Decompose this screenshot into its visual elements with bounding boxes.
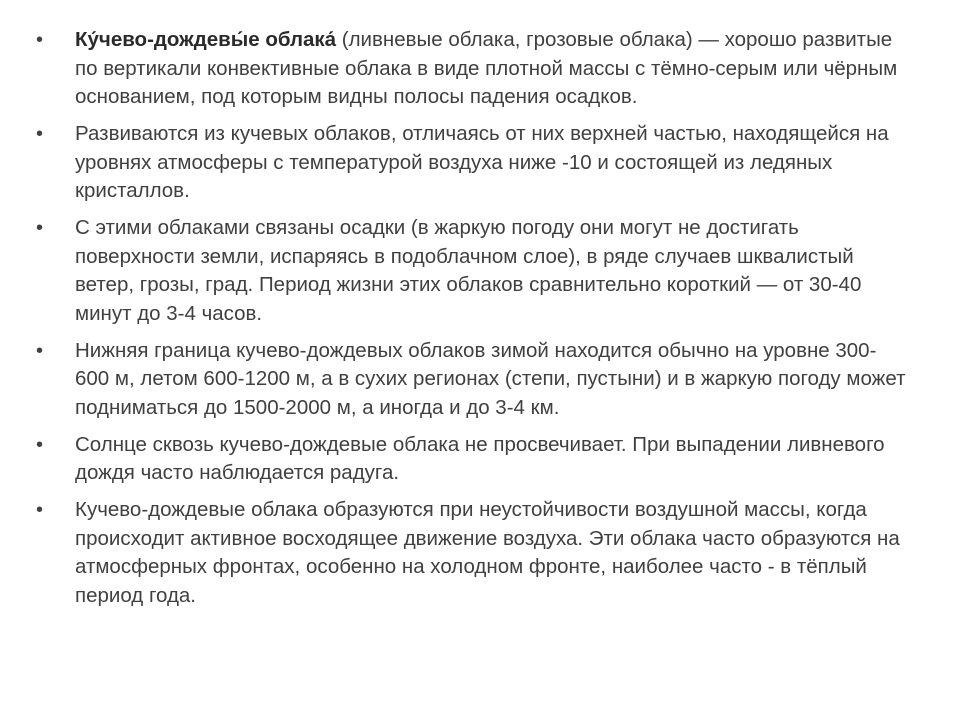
bullet-item	[36, 337, 906, 423]
bullet-list	[36, 26, 906, 619]
bullet-dot: •	[36, 433, 44, 456]
bullet-item	[36, 214, 906, 328]
bullet-dot: •	[36, 217, 44, 239]
bullet-dot: •	[36, 123, 44, 145]
bullet-dot: •	[36, 499, 44, 521]
term-cumulonimbus: Ку́чево-дождевы́е облака́	[75, 28, 337, 51]
bullet-item	[36, 120, 906, 206]
bullet-text: Нижняя граница кучево-дождевых облаков зимой находится обычно на уровне 300-600 м, летом 600-1200 м, а в сухих регионах (степи, пустыни) и в жаркую погоду может подниматься до 1500-2000 м, а иногда и до 3-4 км.	[75, 338, 906, 419]
bullet-text: Кучево-дождевые облака образуются при неустойчивости воздушной массы, когда происходит активное восходящее движение воздуха. Эти облака часто образуются на атмосферных фронтах, особенно на холодном фронте, наиболее часто - в тёплый период года.	[75, 498, 900, 607]
bullet-text: Солнце сквозь кучево-дождевые облака не просвечивает. При выпадении ливневого дождя часто наблюдается радуга.	[75, 432, 885, 484]
bullet-dot: •	[36, 339, 44, 362]
bullet-item	[36, 431, 906, 488]
bullet-item	[36, 26, 906, 112]
bullet-text: С этими облаками связаны осадки (в жаркую погоду они могут не достигать поверхности земли, испаряясь в подоблачном слое), в ряде случаев шквалистый ветер, грозы, град. Период жизни этих облаков сравнительно короткий — от 30-40 минут до 3-4 часов.	[75, 216, 862, 325]
bullet-text: (ливневые облака, грозовые облака) — хорошо развитые по вертикали конвективные облака в виде плотной массы с тёмно-серым или чёрным основанием, под которым видны полосы падения осадков.	[75, 28, 898, 108]
bullet-text: Развиваются из кучевых облаков, отличаясь от них верхней частью, находящейся на уровнях атмосферы с температурой воздуха ниже -10 и состоящей из ледяных кристаллов.	[75, 122, 889, 202]
bullet-dot: •	[36, 29, 44, 51]
bullet-item	[36, 496, 906, 610]
